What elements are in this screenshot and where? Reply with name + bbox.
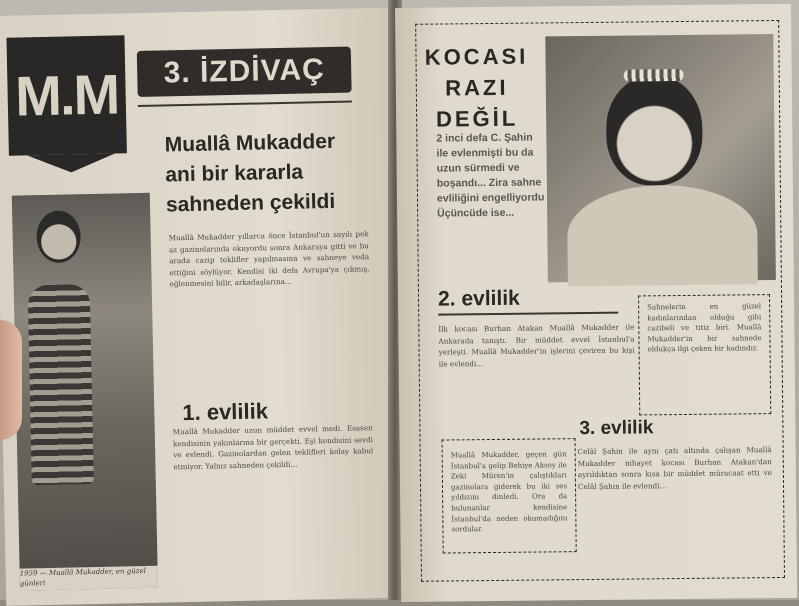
side-box-text: Sahnelerin en güzel kadınlarından olduğu gibi cazibeli ve titiz biri. Muallâ Mukadder'in bir sahnede oldukça ilgi çeken bir kadındır.: [647, 302, 762, 354]
headline-line-2: ani bir kararla: [165, 160, 304, 187]
right-page: [395, 4, 797, 602]
headline-line-1: Muallâ Mukadder: [164, 129, 336, 157]
portrait-shoulders: [567, 184, 758, 286]
singer-portrait-photo: [545, 34, 776, 282]
singer-photo-left: [12, 193, 158, 591]
logo-arrow-decoration: [27, 153, 115, 173]
side-text-box: [638, 294, 771, 415]
title-divider: [138, 101, 352, 107]
portrait-tiara: [624, 69, 684, 82]
section-heading-2: 2. evlilik: [437, 286, 520, 311]
subtitle-text: 2 inci defa C. Şahin ile evlenmişti bu da uzun sürmedi ve boşandı... Zira sahne evliliğini engelliyordu Üçüncüde ise...: [436, 131, 545, 220]
title-line-3: DEĞİL: [435, 105, 519, 132]
photo-head: [36, 210, 81, 263]
section-1-text: Muallâ Mukadder uzun müddet evvel medi. Esasen kendisinin yakınlarına bir gerçekti. Eşi kendisini sevdi ve evlendi. Gazinolardan gelen teklifleri kolay kabul etmiyor. Yalnız sahneden çekildi...: [172, 423, 374, 472]
article-headline: [164, 126, 366, 220]
section-3-text: Celâl Şahin ile aynı çatı altında çalışan Muallâ Mukadder nihayet kocası Burhan Atakan'dan ayrıldıktan sonra kısa bir müddet müracaat etti ve Celâl Şahin ile evlendi...: [577, 445, 772, 491]
photo-dress: [28, 284, 94, 485]
bottom-box-text: Muallâ Mukadder, geçen gün İstanbul'a gelip Behiye Aksoy ile Zeki Müren'in çalıştıkları gazinolara giderek bu iki ses yıldızını dinledi. Ora da bulunanlar kendisine İstanbul'da neden okumadığını sordular.: [450, 450, 568, 534]
title-line-2: RAZI: [445, 74, 509, 101]
title-line-1: KOCASI: [424, 43, 529, 70]
article-title-banner: 3. İZDİVAÇ: [137, 47, 352, 97]
section-heading-1: 1. evlilik: [182, 398, 269, 426]
right-page-title: [421, 41, 532, 135]
left-page: [0, 8, 404, 606]
section-heading-3: 3. evlilik: [579, 417, 654, 440]
intro-paragraph: Muallâ Mukadder yıllarca önce İstanbul'un sayılı pek az gazinolarında okuyordu sonra Ankaraya gitti ve bu arada cazip teklifler yapılmasına ve sahneye veda ettiğini söylüyor. Kendisi iki defa Avrupa'ya çıkmış, eğlenmesini bilir, arkadaşlarına...: [168, 229, 370, 289]
thumb-finger: [0, 320, 22, 440]
portrait-face: [606, 75, 703, 186]
section-2-text: İlk kocası Burhan Atakan Muallâ Mukadder ile Ankarada tanıştı. Bir müddet evvel İstanbul'a yerleşti. Muallâ Mukadder'in işlerini çeviren bu kişi ile evlendi...: [438, 322, 635, 369]
headline-line-3: sahneden çekildi: [165, 189, 336, 217]
mm-logo: M.M: [6, 35, 126, 155]
photo-caption: 1959 — Muallâ Mukadder, en güzel günleri: [20, 566, 158, 591]
bottom-text-box: [442, 438, 577, 553]
